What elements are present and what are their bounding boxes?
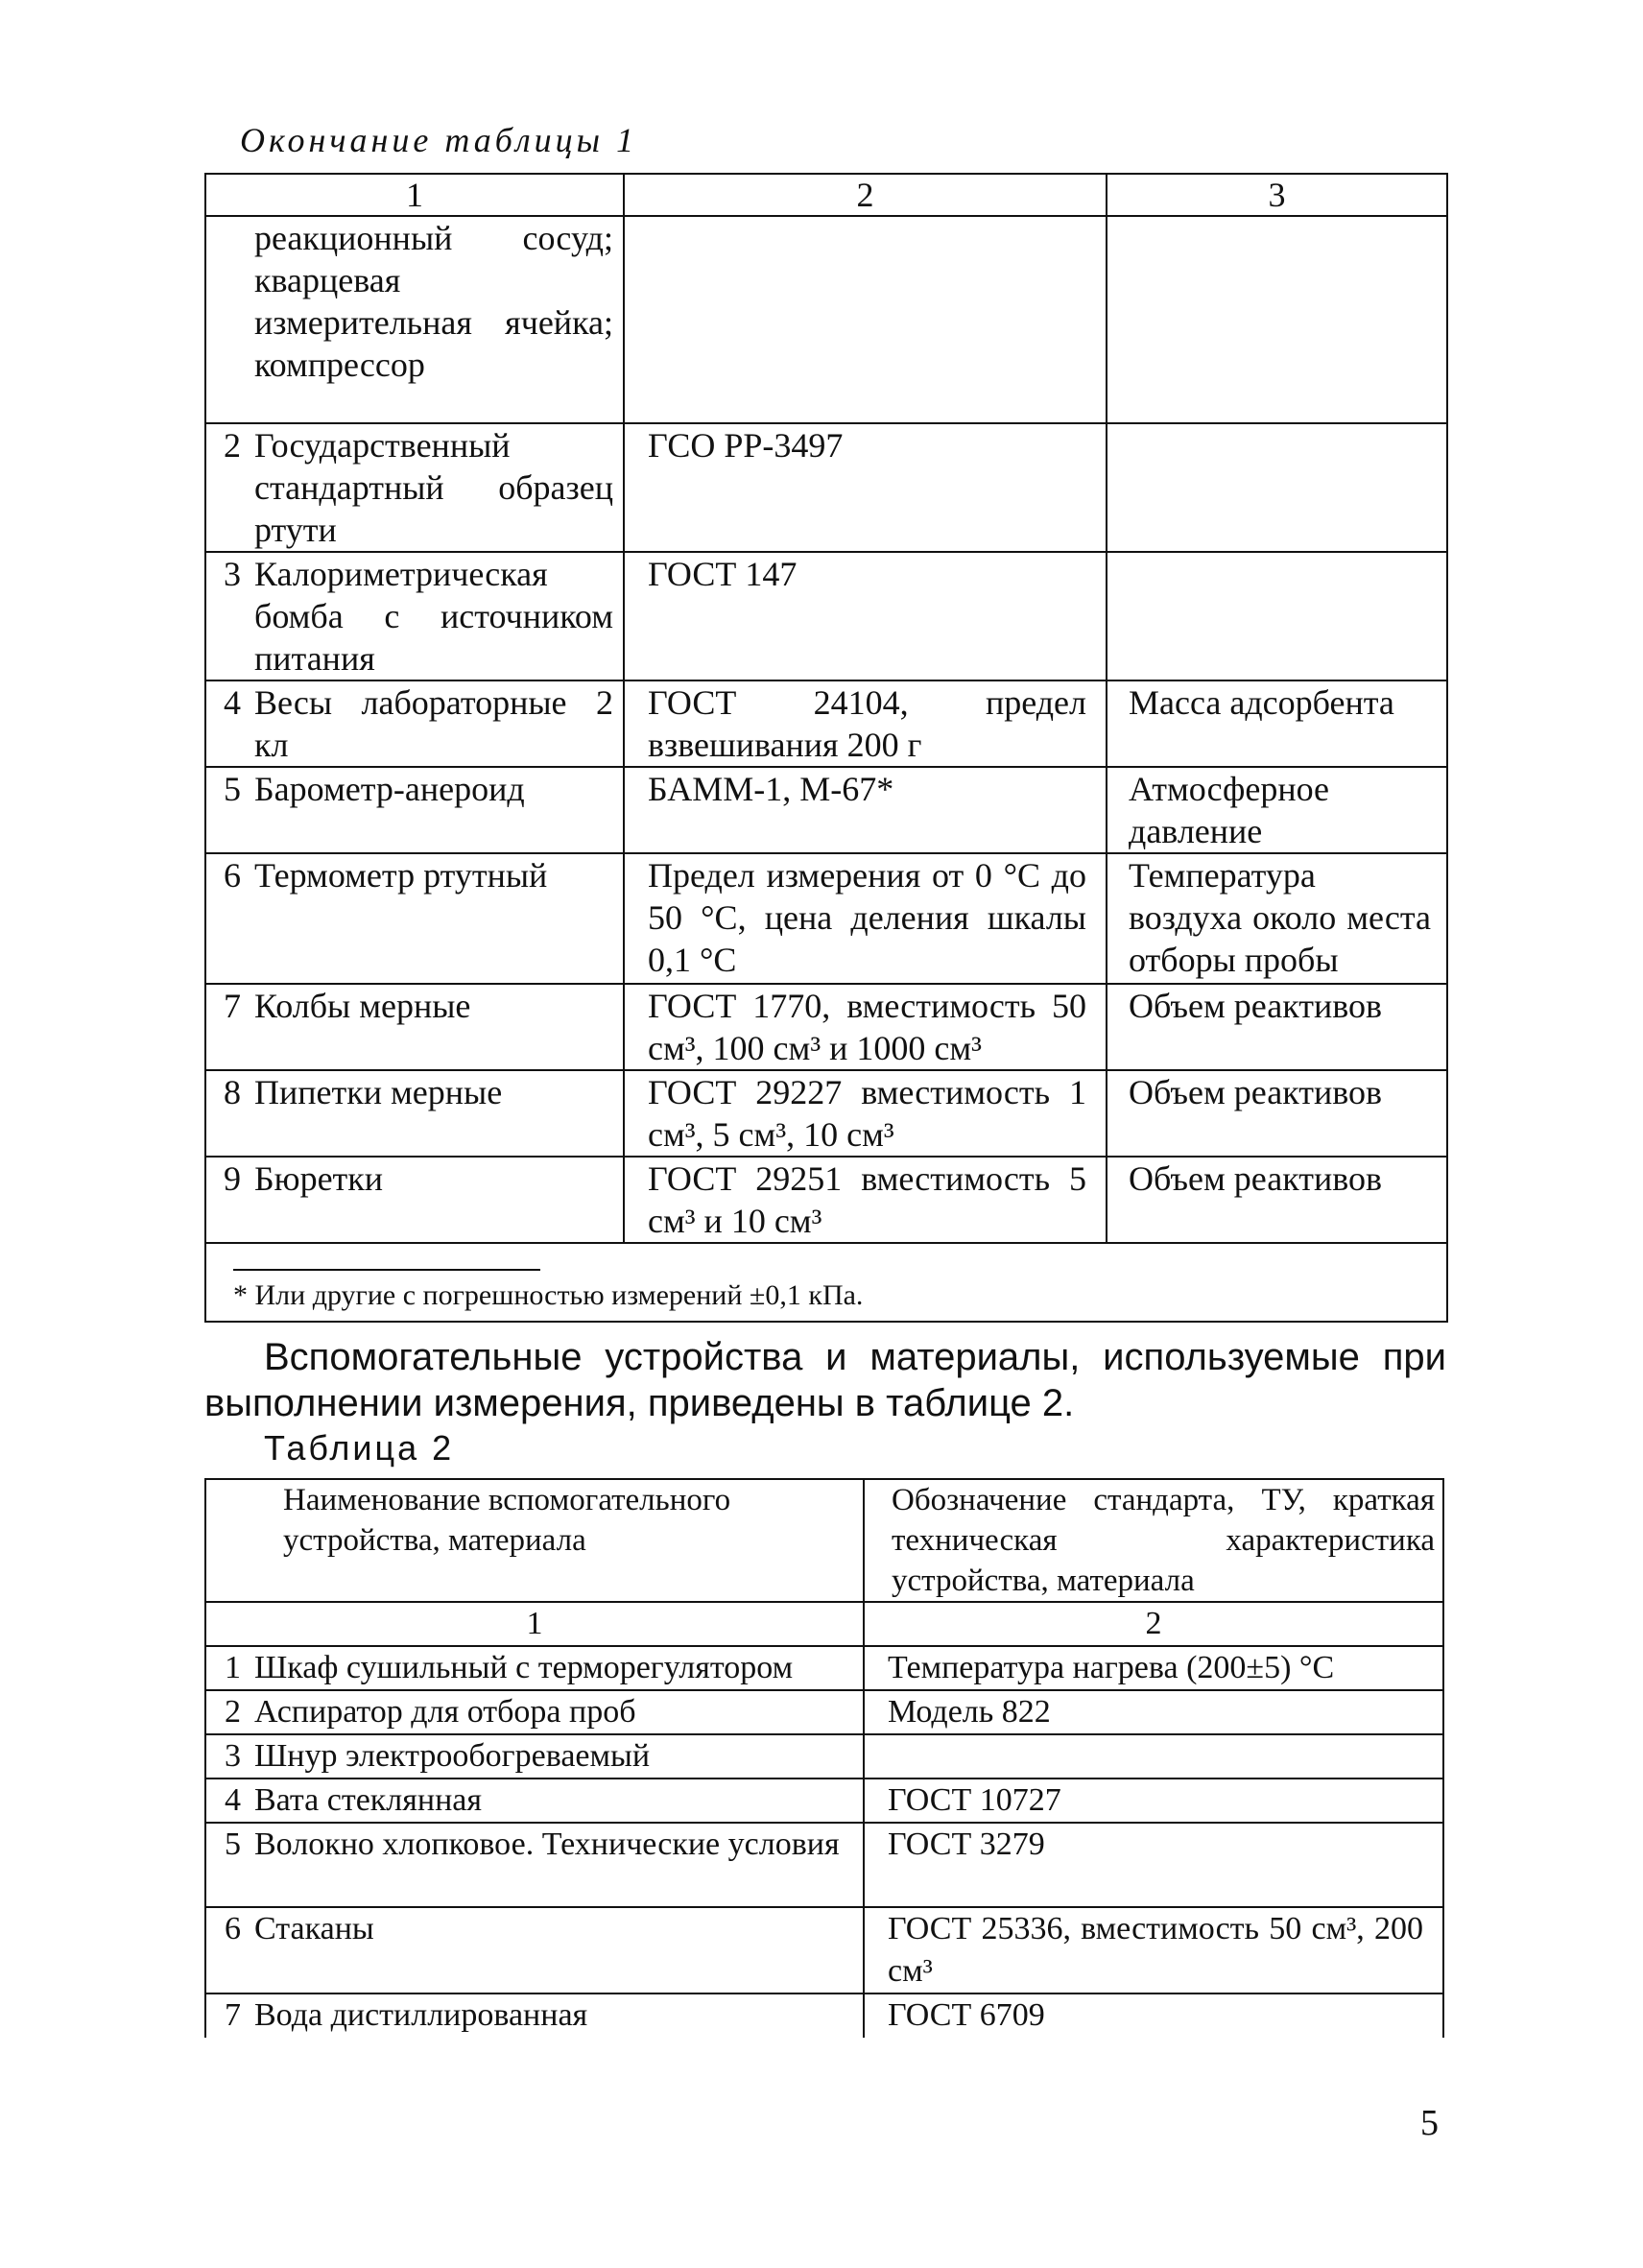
instrument-name: Калориметрическая бомба с источником питания xyxy=(254,555,613,678)
instrument-name: реакционный сосуд; кварцевая измерительная ячейка; компрессор xyxy=(254,219,613,384)
instrument-purpose: Объем реактивов xyxy=(1129,987,1382,1025)
instrument-name: Государственный стандартный образец ртути xyxy=(254,426,613,549)
instrument-name: Пипетки мерные xyxy=(254,1073,503,1111)
row-number: 3 xyxy=(224,555,241,593)
column-head-spec: Обозначение стандарта, ТУ, краткая техническая характеристика устройства, материала xyxy=(892,1483,1435,1598)
table1-header-row xyxy=(205,174,1447,216)
instrument-purpose: Масса адсорбента xyxy=(1129,683,1394,722)
instrument-standard: ГОСТ 147 xyxy=(648,555,798,593)
table2-column-heads xyxy=(205,1479,1443,1602)
instrument-standard: ГОСТ 24104, предел взвешивания 200 г xyxy=(648,683,1086,764)
instrument-standard: ГОСТ 29251 вместимость 5 см³ и 10 см³ xyxy=(648,1159,1086,1240)
table-row xyxy=(205,1993,1443,2038)
table2-header-cell: 1 xyxy=(205,1602,864,1646)
item-spec: Модель 822 xyxy=(888,1694,1051,1730)
table1-caption: Окончание таблицы 1 xyxy=(240,121,638,159)
row-number: 1 xyxy=(225,1650,241,1685)
table1 xyxy=(204,173,1448,1323)
table-row xyxy=(205,1646,1443,1690)
row-number: 7 xyxy=(225,1997,241,2033)
table2 xyxy=(204,1478,1444,2038)
item-spec: ГОСТ 25336, вместимость 50 см³, 200 см³ xyxy=(888,1911,1423,1989)
footnote-divider xyxy=(233,1269,540,1271)
row-number: 5 xyxy=(225,1826,241,1862)
table-row xyxy=(205,1823,1443,1907)
table-row xyxy=(205,1690,1443,1734)
row-number: 7 xyxy=(224,987,241,1025)
instrument-name: Барометр-анероид xyxy=(254,770,525,808)
table2-header-cell: 2 xyxy=(864,1602,1443,1646)
column-head-name: Наименование вспомогательного устройства, материала xyxy=(283,1483,731,1558)
table-row xyxy=(205,216,1447,423)
item-name: Вата стеклянная xyxy=(254,1782,483,1818)
instrument-name: Бюретки xyxy=(254,1159,384,1198)
instrument-standard: ГОСТ 29227 вместимость 1 см³, 5 см³, 10 см³ xyxy=(648,1073,1086,1154)
paragraph: Вспомогательные устройства и материалы, используемые при выполнении измерения, приведены в таблице 2. xyxy=(204,1336,1446,1424)
row-number: 3 xyxy=(225,1738,241,1774)
page-number: 5 xyxy=(1420,2103,1439,2143)
item-name: Волокно хлопковое. Технические условия xyxy=(254,1826,840,1862)
item-name: Стаканы xyxy=(254,1911,374,1946)
instrument-standard: БАММ-1, М-67* xyxy=(648,770,894,808)
item-spec: ГОСТ 10727 xyxy=(888,1782,1061,1818)
instrument-purpose: Температура воздуха около места отборы пробы xyxy=(1129,856,1431,979)
table-row xyxy=(205,423,1447,552)
item-name: Аспиратор для отбора проб xyxy=(254,1694,636,1730)
table-row xyxy=(205,552,1447,680)
item-spec: ГОСТ 3279 xyxy=(888,1826,1045,1862)
row-number: 4 xyxy=(225,1782,241,1818)
row-number xyxy=(206,217,254,386)
table1-header-cell: 3 xyxy=(1107,174,1447,216)
item-name: Шкаф сушильный с терморегулятором xyxy=(254,1650,794,1685)
table2-caption: Таблица 2 xyxy=(264,1428,455,1468)
row-number: 4 xyxy=(224,683,241,722)
footnote: * Или другие с погрешностью измерений ±0,1 кПа. xyxy=(233,1279,864,1311)
table2-header-row xyxy=(205,1602,1443,1646)
instrument-purpose: Объем реактивов xyxy=(1129,1159,1382,1198)
instrument-purpose: Объем реактивов xyxy=(1129,1073,1382,1111)
instrument-name: Колбы мерные xyxy=(254,987,471,1025)
item-spec: Температура нагрева (200±5) °С xyxy=(888,1650,1335,1685)
instrument-standard: ГСО РР-3497 xyxy=(648,426,844,465)
table-row xyxy=(205,767,1447,853)
instrument-standard: ГОСТ 1770, вместимость 50 см³, 100 см³ и 1000 см³ xyxy=(648,987,1086,1067)
row-number: 8 xyxy=(224,1073,241,1111)
instrument-name: Весы лабораторные 2 кл xyxy=(254,683,613,764)
table-row xyxy=(205,1779,1443,1823)
table-row xyxy=(205,1734,1443,1779)
table-row xyxy=(205,1157,1447,1243)
row-number: 6 xyxy=(224,856,241,895)
item-spec: ГОСТ 6709 xyxy=(888,1997,1045,2033)
table1-header-cell: 1 xyxy=(205,174,624,216)
row-number: 9 xyxy=(224,1159,241,1198)
table-row xyxy=(205,853,1447,984)
table1-header-cell: 2 xyxy=(624,174,1107,216)
table-row xyxy=(205,680,1447,767)
item-name: Шнур электрообогреваемый xyxy=(254,1738,651,1774)
row-number: 2 xyxy=(224,426,241,465)
instrument-standard: Предел измерения от 0 °С до 50 °С, цена деления шкалы 0,1 °С xyxy=(648,856,1086,979)
instrument-name: Термометр ртутный xyxy=(254,856,548,895)
table-row xyxy=(205,984,1447,1070)
instrument-purpose: Атмосферное давление xyxy=(1129,770,1330,850)
row-number: 5 xyxy=(224,770,241,808)
row-number: 2 xyxy=(225,1694,241,1730)
table-row xyxy=(205,1070,1447,1157)
row-number: 6 xyxy=(225,1911,241,1946)
item-name: Вода дистиллированная xyxy=(254,1997,588,2033)
table-row xyxy=(205,1907,1443,1993)
